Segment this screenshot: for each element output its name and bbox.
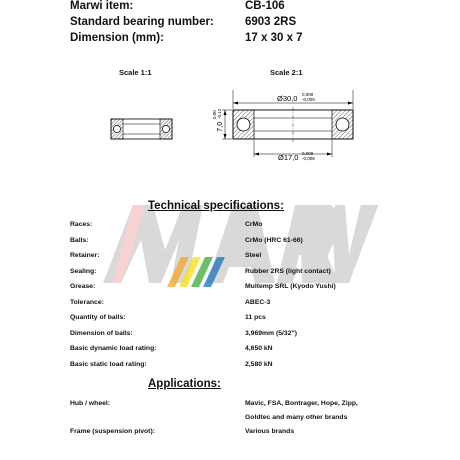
- spec-value: 2,580 kN: [245, 360, 273, 368]
- spec-value: Rubber 2RS (light contact): [245, 267, 331, 275]
- spec-value: Multemp SRL (Kyodo Yushi): [245, 283, 336, 290]
- spec-value: 11 pcs: [245, 314, 266, 321]
- width-tol-upper: 0,00: [212, 110, 217, 119]
- spec-label: Balls:: [70, 236, 89, 244]
- spec-label: Grease:: [70, 283, 96, 290]
- bearing-drawing-2-1: [205, 85, 375, 165]
- spec-value: CrMo: [245, 221, 263, 228]
- dimension-label: Dimension (mm):: [70, 32, 164, 44]
- tech-specs-title: Technical specifications:: [148, 200, 284, 212]
- outer-tol-lower: -0,009: [302, 97, 315, 102]
- bearing-number-value: 6903 2RS: [245, 16, 297, 28]
- scale-2-label: Scale 2:1: [270, 68, 303, 77]
- spec-value: CrMo (HRC 61-66): [245, 236, 303, 244]
- spec-label: Basic static load rating:: [70, 360, 147, 368]
- hub-wheel-value-line2: Goldtec and many other brands: [245, 414, 348, 421]
- bearing-number-label: Standard bearing number:: [70, 16, 214, 28]
- item-label: Marwi item:: [70, 0, 134, 12]
- spec-label: Tolerance:: [70, 298, 104, 306]
- width-text: 7,0: [215, 121, 224, 132]
- frame-pivot-label: Frame (suspension pivot):: [70, 428, 155, 435]
- inner-tol-lower: -0,008: [302, 156, 315, 161]
- outer-diameter-text: Ø30,0: [277, 94, 298, 103]
- spec-label: Quantity of balls:: [70, 314, 126, 321]
- spec-value: 4,650 kN: [245, 345, 273, 352]
- spec-label: Retainer:: [70, 252, 100, 259]
- outer-tol-upper: 0,000: [302, 92, 314, 97]
- spec-value: Steel: [245, 252, 262, 259]
- dimension-value: 17 x 30 x 7: [245, 32, 303, 44]
- inner-diameter-text: Ø17,0: [278, 153, 299, 162]
- spec-value: 3,969mm (5/32"): [245, 329, 297, 337]
- hub-wheel-label: Hub / wheel:: [70, 400, 111, 407]
- item-value: CB-106: [245, 0, 285, 12]
- watermark-text: MARWI: [95, 195, 99, 196]
- applications-title: Applications:: [148, 378, 221, 390]
- spec-value: ABEC-3: [245, 298, 271, 306]
- spec-label: Sealing:: [70, 267, 97, 275]
- width-tol-lower: -0,12: [217, 108, 222, 119]
- scale-1-label: Scale 1:1: [119, 68, 152, 77]
- spec-label: Races:: [70, 221, 93, 228]
- spec-label: Dimension of balls:: [70, 329, 133, 337]
- hub-wheel-value-line1: Mavic, FSA, Bontrager, Hope, Zipp,: [245, 400, 358, 407]
- spec-label: Basic dynamic load rating:: [70, 345, 157, 352]
- bearing-drawing-1-1: [110, 118, 174, 142]
- inner-tol-upper: 0,000: [302, 151, 314, 156]
- frame-pivot-value: Various brands: [245, 428, 295, 435]
